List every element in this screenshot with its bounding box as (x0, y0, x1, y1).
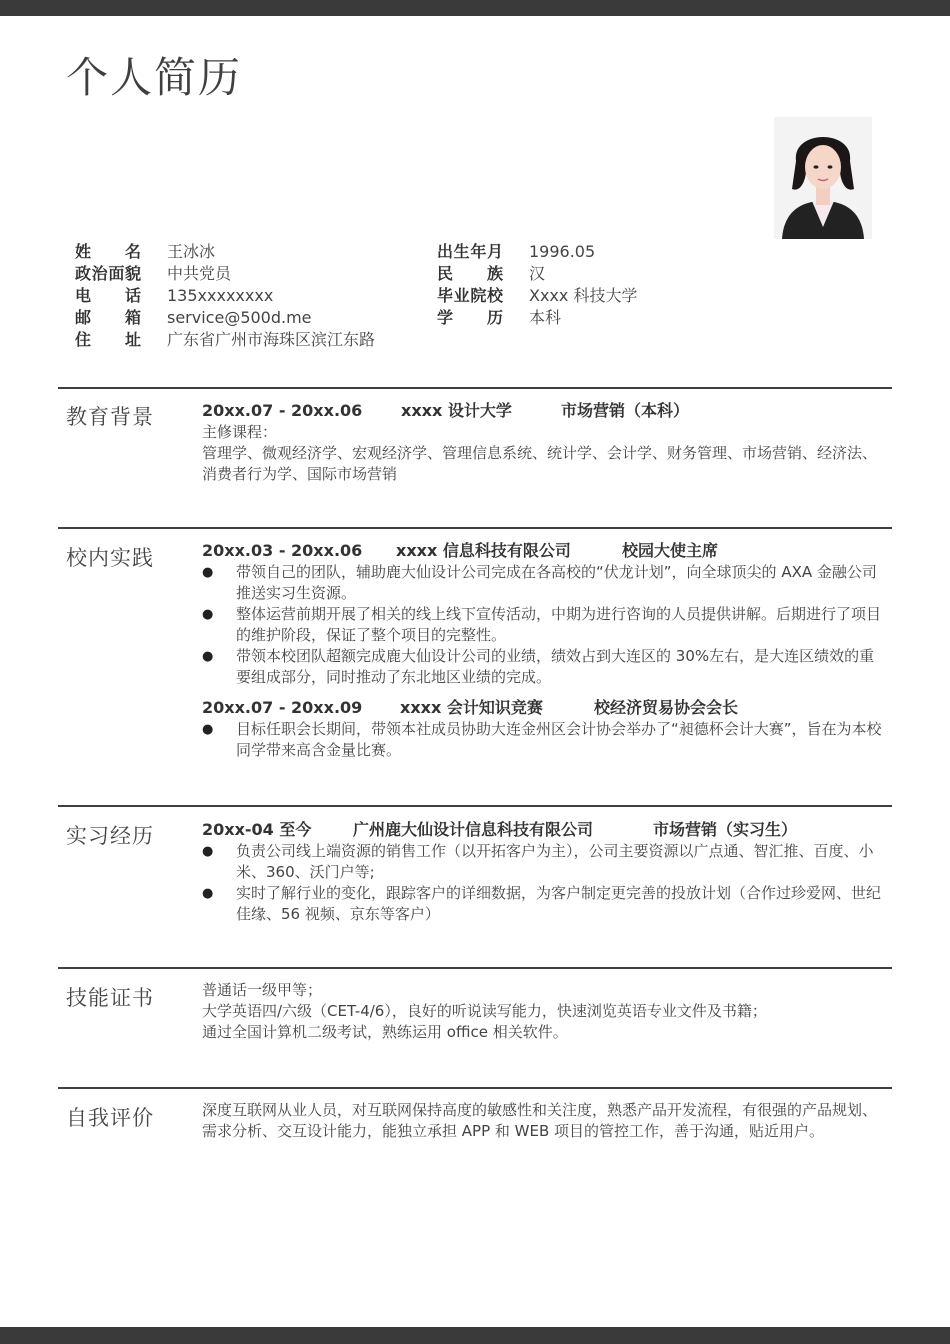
info-label: 学历 (437, 308, 503, 327)
info-value: service@500d.me (167, 308, 312, 327)
bullet-item: ● 带领自己的团队，辅助鹿大仙设计公司完成在各高校的“伏龙计划”，向全球顶尖的 AXA 金融公司推送实习生资源。 (202, 562, 888, 604)
self-eval-text: 深度互联网从业人员，对互联网保持高度的敏感性和关注度，熟悉产品开发流程，有很强的产品规划、需求分析、交互设计能力，能独立承担 APP 和 WEB 项目的管控工作，善于沟通，贴近用户。 (202, 1101, 878, 1140)
internship-period: 20xx-04 至今 (202, 820, 312, 839)
page-title: 个人简历 (66, 53, 243, 102)
info-row-address (75, 329, 375, 351)
section-divider (58, 967, 892, 969)
education-content (202, 400, 888, 485)
section-title-skills: 技能证书 (66, 986, 154, 1010)
self-eval-content (202, 1100, 888, 1142)
info-value: 本科 (529, 308, 562, 327)
section-title-internship: 实习经历 (66, 824, 154, 848)
skill-line: 通过全国计算机二级考试，熟练运用 office 相关软件。 (202, 1023, 568, 1041)
campus-bullets (202, 719, 888, 761)
section-divider (58, 527, 892, 529)
education-header (202, 400, 888, 422)
info-value: 中共党员 (167, 264, 232, 283)
info-value: 王冰冰 (167, 242, 216, 261)
info-label: 姓名 (75, 242, 141, 261)
section-divider (58, 1087, 892, 1089)
info-row-ethnicity (437, 263, 637, 285)
internship-bullets (202, 841, 888, 925)
info-value: 135xxxxxxxx (167, 286, 274, 305)
internship-company: 广州鹿大仙设计信息科技有限公司 (353, 820, 594, 839)
info-row-political (75, 263, 375, 285)
bullet-item: ● 带领本校团队超额完成鹿大仙设计公司的业绩，绩效占到大连区的 30%左右，是大连区绩效的重要组成部分，同时推动了东北地区业绩的完成。 (202, 646, 888, 688)
top-bar (0, 0, 950, 16)
info-label: 电话 (75, 286, 141, 305)
courses-label: 主修课程： (202, 423, 278, 441)
info-value: 1996.05 (529, 242, 596, 261)
courses-list: 管理学、微观经济学、宏观经济学、管理信息系统、统计学、会计学、财务管理、市场营销、经济法、消费者行为学、国际市场营销 (202, 444, 878, 483)
campus-role: 校经济贸易协会会长 (594, 698, 739, 717)
info-row-birth (437, 241, 637, 263)
internship-content (202, 819, 888, 925)
info-value: Xxxx 科技大学 (529, 286, 638, 305)
info-label: 政治面貌 (75, 264, 141, 283)
section-divider (58, 387, 892, 389)
info-label: 住址 (75, 330, 141, 349)
education-major: 市场营销（本科） (561, 401, 690, 420)
info-value: 广东省广州市海珠区滨江东路 (167, 330, 376, 349)
section-title-campus: 校内实践 (66, 546, 154, 570)
campus-period: 20xx.03 - 20xx.06 (202, 541, 363, 560)
info-row-phone (75, 285, 375, 307)
section-title-self-eval: 自我评价 (66, 1106, 154, 1130)
info-row-degree (437, 307, 637, 329)
campus-entry-header (202, 540, 888, 562)
info-row-school (437, 285, 637, 307)
bullet-item: ● 负责公司线上端资源的销售工作（以开拓客户为主），公司主要资源以广点通、智汇推、百度、小米、360、沃门户等; (202, 841, 888, 883)
info-label: 邮箱 (75, 308, 141, 327)
basic-info-right (437, 241, 637, 329)
profile-photo (774, 117, 872, 239)
bullet-item: ● 目标任职会长期间，带领本社成员协助大连金州区会计协会举办了“昶德杯会计大赛”，旨在为本校同学带来高含金量比赛。 (202, 719, 888, 761)
campus-period: 20xx.07 - 20xx.09 (202, 698, 363, 717)
campus-role: 校园大使主席 (622, 541, 719, 560)
campus-content (202, 540, 888, 761)
education-period: 20xx.07 - 20xx.06 (202, 401, 363, 420)
internship-role: 市场营销（实习生） (653, 820, 798, 839)
info-label: 毕业院校 (437, 286, 503, 305)
internship-header (202, 819, 888, 841)
campus-entry-header (202, 697, 888, 719)
info-value: 汉 (529, 264, 546, 283)
education-school: xxxx 设计大学 (401, 401, 512, 420)
skill-line: 普通话一级甲等； (202, 981, 323, 999)
bullet-item: ● 实时了解行业的变化，跟踪客户的详细数据，为客户制定更完善的投放计划（合作过珍爱网、世纪佳缘、56 视频、京东等客户） (202, 883, 888, 925)
campus-bullets (202, 562, 888, 688)
section-divider (58, 805, 892, 807)
bullet-item: ● 整体运营前期开展了相关的线上线下宣传活动，中期为进行咨询的人员提供讲解。后期进行了项目的维护阶段，保证了整个项目的完整性。 (202, 604, 888, 646)
info-row-email (75, 307, 375, 329)
info-label: 民族 (437, 264, 503, 283)
campus-org: xxxx 会计知识竞赛 (400, 698, 543, 717)
bottom-bar (0, 1327, 950, 1344)
campus-org: xxxx 信息科技有限公司 (396, 541, 571, 560)
info-label: 出生年月 (437, 242, 503, 261)
skills-content (202, 980, 888, 1043)
basic-info-left (75, 241, 375, 351)
section-title-education: 教育背景 (66, 405, 154, 429)
info-row-name (75, 241, 375, 263)
skill-line: 大学英语四/六级（CET-4/6），良好的听说读写能力，快速浏览英语专业文件及书籍； (202, 1002, 767, 1020)
